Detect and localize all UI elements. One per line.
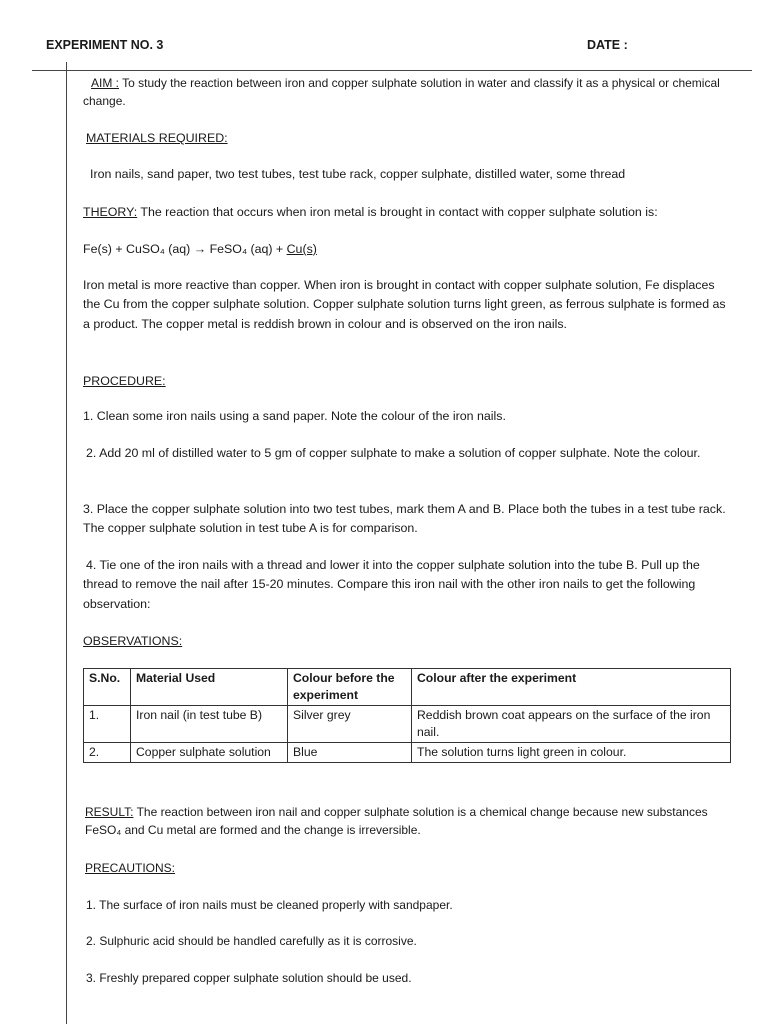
precaution-item-3: 3. Freshly prepared copper sulphate solution should be used. [86, 971, 412, 985]
table-header-row [84, 669, 731, 706]
aim-text: To study the reaction between iron and copper sulphate solution in water and classify it as a physical or chemical change. [83, 76, 720, 108]
date-label: DATE : [587, 38, 628, 52]
procedure-heading: PROCEDURE: [83, 374, 166, 388]
procedure-step-2: 2. Add 20 ml of distilled water to 5 gm of copper sulphate to make a solution of copper sulphate. Note the colour. [86, 446, 701, 460]
procedure-step-3: 3. Place the copper sulphate solution into two test tubes, mark them A and B. Place both the tubes in a test tube rack. The copper sulphate solution in test tube A is for comparison. [83, 502, 726, 536]
theory-paragraph [83, 203, 743, 222]
observations-table [83, 668, 731, 763]
experiment-number: EXPERIMENT NO. 3 [46, 38, 164, 52]
table-cell: Silver grey [288, 706, 412, 743]
column-header: S.No. [84, 669, 131, 706]
table-cell: Iron nail (in test tube B) [131, 706, 288, 743]
table-cell: 1. [84, 706, 131, 743]
equation-main: Fe(s) + CuSO₄ (aq) → FeSO₄ (aq) + [83, 242, 287, 256]
materials-text: Iron nails, sand paper, two test tubes, test tube rack, copper sulphate, distilled water, some thread [90, 167, 626, 181]
theory-explanation: Iron metal is more reactive than copper. When iron is brought in contact with copper sulphate solution, Fe displaces the Cu from the copper sulphate solution. Copper sulphate solution turns light green, as ferrous sulphate is formed as a product. The copper metal is reddish brown in colour and is observed on the iron nails. [83, 278, 726, 331]
column-header: Colour after the experiment [412, 669, 731, 706]
column-header: Material Used [131, 669, 288, 706]
result-text: The reaction between iron nail and copper sulphate solution is a chemical change because new substances FeSO₄ and Cu metal are formed and the change is irreversible. [85, 805, 708, 837]
theory-text: The reaction that occurs when iron metal is brought in contact with copper sulphate solution is: [137, 205, 658, 219]
aim-paragraph [83, 75, 723, 110]
chemical-equation [83, 240, 733, 259]
margin-line [66, 62, 67, 1024]
observations-heading: OBSERVATIONS: [83, 634, 183, 648]
theory-label: THEORY: [83, 205, 138, 219]
column-header: Colour before the experiment [288, 669, 412, 706]
table-cell: 2. [84, 743, 131, 763]
precautions-heading: PRECAUTIONS: [85, 861, 176, 875]
table-row [84, 743, 731, 763]
table-cell: The solution turns light green in colour. [412, 743, 731, 763]
precaution-item-2: 2. Sulphuric acid should be handled carefully as it is corrosive. [86, 934, 417, 948]
table-cell: Reddish brown coat appears on the surface of the iron nail. [412, 706, 731, 743]
aim-label: AIM : [91, 76, 120, 90]
precaution-item-1: 1. The surface of iron nails must be cleaned properly with sandpaper. [86, 898, 453, 912]
equation-product: Cu(s) [286, 242, 317, 256]
table-cell: Copper sulphate solution [131, 743, 288, 763]
materials-heading: MATERIALS REQUIRED: [86, 131, 228, 145]
result-label: RESULT: [85, 805, 134, 819]
procedure-step-1: 1. Clean some iron nails using a sand paper. Note the colour of the iron nails. [83, 409, 506, 423]
table-row [84, 706, 731, 743]
header-divider [32, 70, 752, 71]
table-cell: Blue [288, 743, 412, 763]
result-paragraph [85, 804, 735, 839]
procedure-step-4: 4. Tie one of the iron nails with a thread and lower it into the copper sulphate solution into the tube B. Pull up the thread to remove the nail after 15-20 minutes. Compare this iron nail with the other iron nails to get the following observation: [83, 558, 700, 611]
